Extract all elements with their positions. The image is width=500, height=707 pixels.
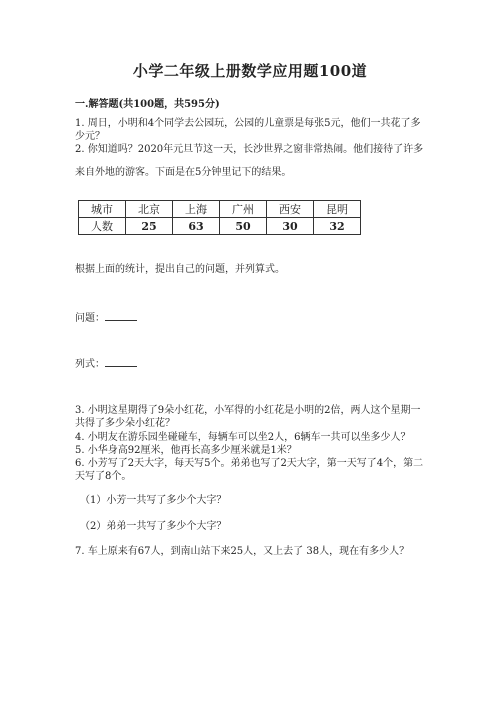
question-5: 5. 小华身高92厘米，他再长高多少厘米就是1米？ <box>75 445 297 456</box>
question-label: 问题： <box>75 313 105 324</box>
table-cell: 63 <box>173 218 220 235</box>
page-title: 小学二年级上册数学应用题100道 <box>132 62 368 80</box>
question-2-line-2: 来自外地的游客。下面是在5分钟里记下的结果。 <box>75 167 292 178</box>
table-cell: 人数 <box>79 218 126 235</box>
table-header-row <box>79 201 361 218</box>
question-2-question-line <box>75 311 430 325</box>
table-cell: 上海 <box>173 201 220 218</box>
formula-label: 列式： <box>75 359 105 370</box>
table-cell: 50 <box>220 218 267 235</box>
table-cell: 城市 <box>79 201 126 218</box>
question-7: 7. 车上原来有67人，到南山站下来25人，又上去了 38人，现在有多少人？ <box>75 546 410 557</box>
question-2-line-1: 2. 你知道吗？2020年元旦节这一天，长沙世界之窗非常热闹。他们接待了许多 <box>75 144 424 155</box>
question-2-formula-line <box>75 357 430 371</box>
table-value-row <box>79 218 361 235</box>
question-6-sub-2: （2）弟弟一共写了多少个大字？ <box>80 521 227 532</box>
table-cell: 北京 <box>126 201 173 218</box>
table-cell: 西安 <box>267 201 314 218</box>
table-cell: 30 <box>267 218 314 235</box>
question-3: 3. 小明这星期得了9朵小红花，小军得的小红花是小明的2倍，两人这个星期一共得了多少朵小红花？ <box>75 405 421 429</box>
question-6-sub-1: （1）小芳一共写了多少个大字？ <box>80 495 227 506</box>
table-cell: 25 <box>126 218 173 235</box>
question-1: 1. 周日，小明和4个同学去公园玩，公园的儿童票是每张5元，他们一共花了多少元？ <box>75 118 421 142</box>
answer-blank[interactable] <box>105 357 137 367</box>
question-2-prompt: 根据上面的统计，提出自己的问题，并列算式。 <box>75 264 285 275</box>
table-cell: 广州 <box>220 201 267 218</box>
city-visitor-table <box>78 200 361 235</box>
section-heading: 一.解答题(共100题，共595分) <box>75 99 220 110</box>
table-cell: 昆明 <box>314 201 361 218</box>
question-6: 6. 小芳写了2天大字，每天写5个。弟弟也写了2天大字，第一天写了4个，第二天写了8个。 <box>75 458 424 482</box>
answer-blank[interactable] <box>105 311 137 321</box>
question-4: 4. 小明友在游乐园坐碰碰车，每辆车可以坐2人，6辆车一共可以坐多少人？ <box>75 432 411 443</box>
table-cell: 32 <box>314 218 361 235</box>
